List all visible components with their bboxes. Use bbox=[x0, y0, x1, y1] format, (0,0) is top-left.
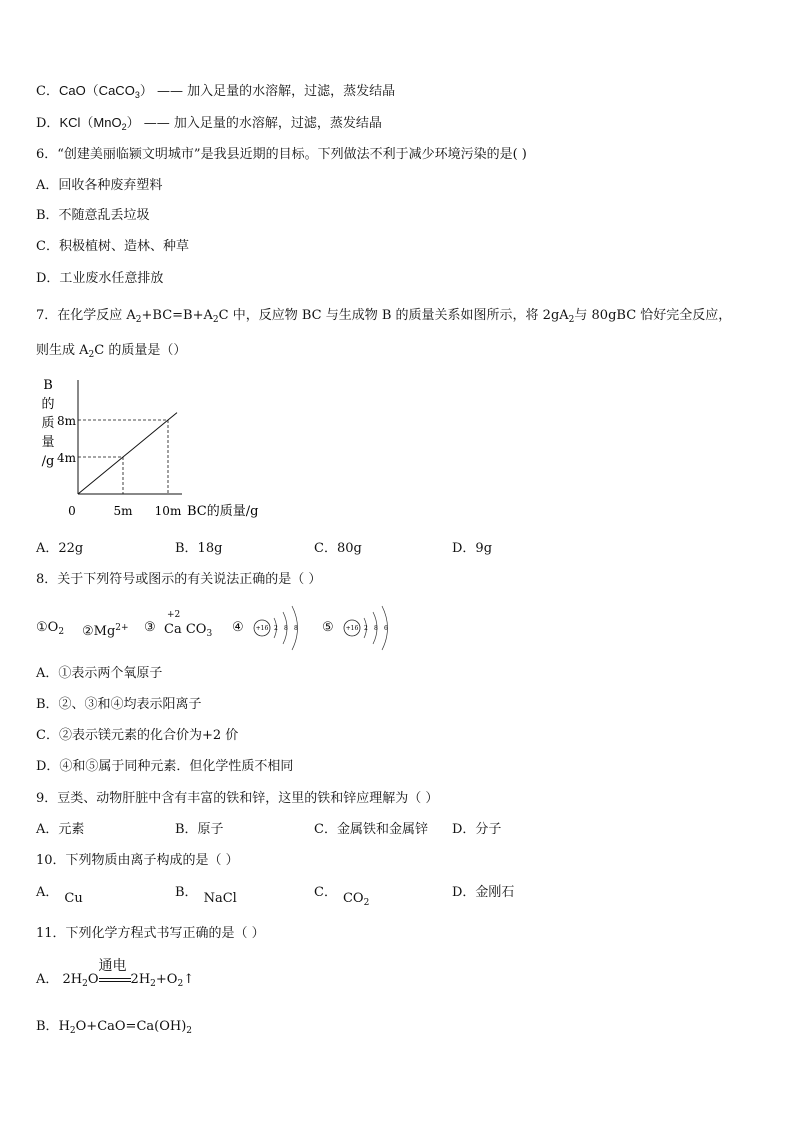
q11-option-b bbox=[36, 1018, 192, 1040]
q11-stem: 11．下列化学方程式书写正确的是（ ） bbox=[36, 926, 265, 941]
y-axis-label-char: 质 bbox=[41, 416, 55, 431]
stem-text: 7．在化学反应 A bbox=[36, 308, 136, 323]
q9-option-b: B．原子 bbox=[175, 822, 224, 837]
q7-option-d: D．9g bbox=[452, 541, 493, 556]
atom-structure-5 bbox=[340, 602, 402, 654]
x-tick-label: 10m bbox=[154, 504, 182, 518]
reaction-condition bbox=[98, 958, 131, 989]
subscript: 2 bbox=[135, 315, 142, 325]
stem-text: C 中，反应物 BC 与生成物 B 的质量关系如图所示，将 2gA bbox=[218, 308, 569, 323]
compound: KCl（MnO bbox=[59, 115, 122, 130]
electron-count: 8 bbox=[374, 625, 378, 632]
electron-count: 2 bbox=[364, 625, 368, 632]
subscript: 3 bbox=[134, 90, 140, 100]
equals-bar-bottom bbox=[99, 981, 131, 982]
q7-stem-line2 bbox=[36, 342, 186, 364]
equation-lhs: O bbox=[87, 972, 99, 987]
q6-option-a: A．回收各种废弃塑料 bbox=[36, 178, 163, 193]
symbol-2 bbox=[82, 619, 129, 641]
gas-arrow: ↑ bbox=[183, 972, 195, 987]
nucleus-charge: +16 bbox=[255, 625, 269, 632]
equation-text: H bbox=[58, 1019, 70, 1034]
subscript: 2 bbox=[150, 979, 156, 989]
option-text: 加入足量的水溶解，过滤，蒸发结晶 bbox=[173, 116, 382, 131]
q7-option-c: C．80g bbox=[314, 541, 362, 556]
mass-relation-chart bbox=[30, 372, 280, 527]
subscript: 3 bbox=[206, 629, 213, 639]
stem-text: 与 80gBC 恰好完全反应， bbox=[574, 308, 732, 323]
q5-option-d bbox=[36, 114, 382, 136]
q7-option-b: B．18g bbox=[175, 541, 223, 556]
q8-option-d: D．④和⑤属于同种元素．但化学性质不相同 bbox=[36, 759, 294, 774]
q8-option-b: B．②、③和④均表示阳离子 bbox=[36, 697, 202, 712]
formula: Cu bbox=[64, 891, 83, 906]
subscript: 2 bbox=[363, 898, 370, 908]
option-letter: B． bbox=[36, 1019, 59, 1034]
y-axis-label-char: B bbox=[43, 378, 53, 393]
symbol-5-num: ⑤ bbox=[322, 620, 334, 635]
dash: —— bbox=[156, 84, 183, 99]
formula: Ca CO bbox=[164, 622, 207, 637]
option-letter: C． bbox=[314, 885, 337, 900]
stem-text: +BC=B+A bbox=[141, 308, 213, 323]
q8-option-a: A．①表示两个氧原子 bbox=[36, 666, 163, 681]
origin-label: 0 bbox=[68, 504, 76, 518]
electron-count: 6 bbox=[384, 625, 388, 632]
y-axis-label-char: 的 bbox=[41, 397, 55, 412]
subscript: 2 bbox=[568, 315, 575, 325]
equation-text: O+CaO=Ca(OH) bbox=[75, 1019, 187, 1034]
option-letter: A． bbox=[36, 972, 59, 987]
q8-option-c: C．②表示镁元素的化合价为+2 价 bbox=[36, 728, 239, 743]
subscript: 2 bbox=[212, 315, 219, 325]
option-letter: A． bbox=[36, 885, 59, 900]
subscript: 2 bbox=[177, 979, 184, 989]
subscript: 2 bbox=[58, 627, 65, 637]
q10-option-a bbox=[36, 884, 83, 906]
q6-stem: 6．“创建美丽临颍文明城市”是我县近期的目标。下列做法不利于减少环境污染的是( ) bbox=[36, 147, 527, 162]
atom-structure-4 bbox=[250, 602, 310, 654]
subscript: 2 bbox=[186, 1026, 193, 1036]
q7-stem-line1 bbox=[36, 307, 731, 329]
q6-option-d: D．工业废水任意排放 bbox=[36, 271, 164, 286]
x-tick-label: 5m bbox=[113, 504, 133, 518]
option-letter: C． bbox=[36, 84, 59, 99]
q9-option-d: D．分子 bbox=[452, 822, 502, 837]
series-line bbox=[78, 413, 177, 494]
option-letter: D． bbox=[36, 116, 60, 131]
q10-option-c bbox=[314, 884, 369, 906]
q7-option-a: A．22g bbox=[36, 541, 84, 556]
formula: O bbox=[47, 620, 59, 635]
circled-number: ② bbox=[82, 624, 94, 639]
option-letter: B． bbox=[175, 885, 198, 900]
symbol-1 bbox=[36, 619, 64, 641]
paren: ） bbox=[126, 115, 140, 130]
equation-lhs: 2H bbox=[62, 972, 83, 987]
subscript: 2 bbox=[88, 350, 95, 360]
y-tick-label: 8m bbox=[56, 414, 76, 428]
formula bbox=[343, 891, 369, 906]
y-axis-label-char: 量 bbox=[41, 435, 55, 450]
symbol-3-num: ③ bbox=[144, 620, 156, 635]
formula-text: CO bbox=[342, 891, 364, 906]
equation-rhs: 2H bbox=[130, 972, 151, 987]
stem-text: 则生成 A bbox=[36, 343, 89, 358]
q11-option-a bbox=[36, 958, 195, 993]
q6-option-b: B．不随意乱丢垃圾 bbox=[36, 208, 150, 223]
y-tick-label: 4m bbox=[56, 451, 76, 465]
symbol-3 bbox=[164, 621, 212, 643]
subscript: 2 bbox=[69, 1026, 76, 1036]
q5-option-c bbox=[36, 82, 395, 104]
nucleus-charge: +16 bbox=[345, 625, 359, 632]
formula: NaCl bbox=[203, 891, 237, 906]
symbol-4-num: ④ bbox=[232, 620, 244, 635]
dash: —— bbox=[143, 116, 170, 131]
stem-text: C 的质量是（） bbox=[94, 343, 187, 358]
compound: CaO（CaCO bbox=[58, 83, 135, 98]
formula: Mg bbox=[93, 624, 116, 639]
q10-option-d: D．金刚石 bbox=[452, 885, 515, 900]
equation-rhs: +O bbox=[155, 972, 178, 987]
condition-text: 通电 bbox=[98, 958, 127, 974]
option-text: 加入足量的水溶解，过滤，蒸发结晶 bbox=[187, 84, 396, 99]
electron-count: 8 bbox=[284, 625, 288, 632]
q9-option-a: A．元素 bbox=[36, 822, 85, 837]
q10-stem: 10．下列物质由离子构成的是（ ） bbox=[36, 853, 239, 868]
equals-bar-top bbox=[99, 978, 131, 979]
electron-count: 2 bbox=[274, 625, 278, 632]
q6-option-c: C．积极植树、造林、种草 bbox=[36, 239, 189, 254]
y-axis-label-char: /g bbox=[41, 454, 55, 469]
subscript: 2 bbox=[121, 122, 127, 132]
q8-symbols-row bbox=[36, 602, 436, 654]
q10-option-b bbox=[175, 884, 237, 906]
valence-mark: +2 bbox=[167, 610, 181, 620]
paren: ） bbox=[139, 83, 153, 98]
circled-number: ① bbox=[36, 620, 48, 635]
electron-count: 8 bbox=[294, 625, 298, 632]
superscript: 2+ bbox=[115, 623, 129, 633]
x-axis-label: BC的质量/g bbox=[187, 504, 259, 519]
q9-stem: 9．豆类、动物肝脏中含有丰富的铁和锌，这里的铁和锌应理解为（ ） bbox=[36, 791, 439, 806]
q8-stem: 8．关于下列符号或图示的有关说法正确的是（ ） bbox=[36, 572, 322, 587]
q9-option-c: C．金属铁和金属锌 bbox=[314, 822, 428, 837]
subscript: 2 bbox=[82, 979, 88, 989]
